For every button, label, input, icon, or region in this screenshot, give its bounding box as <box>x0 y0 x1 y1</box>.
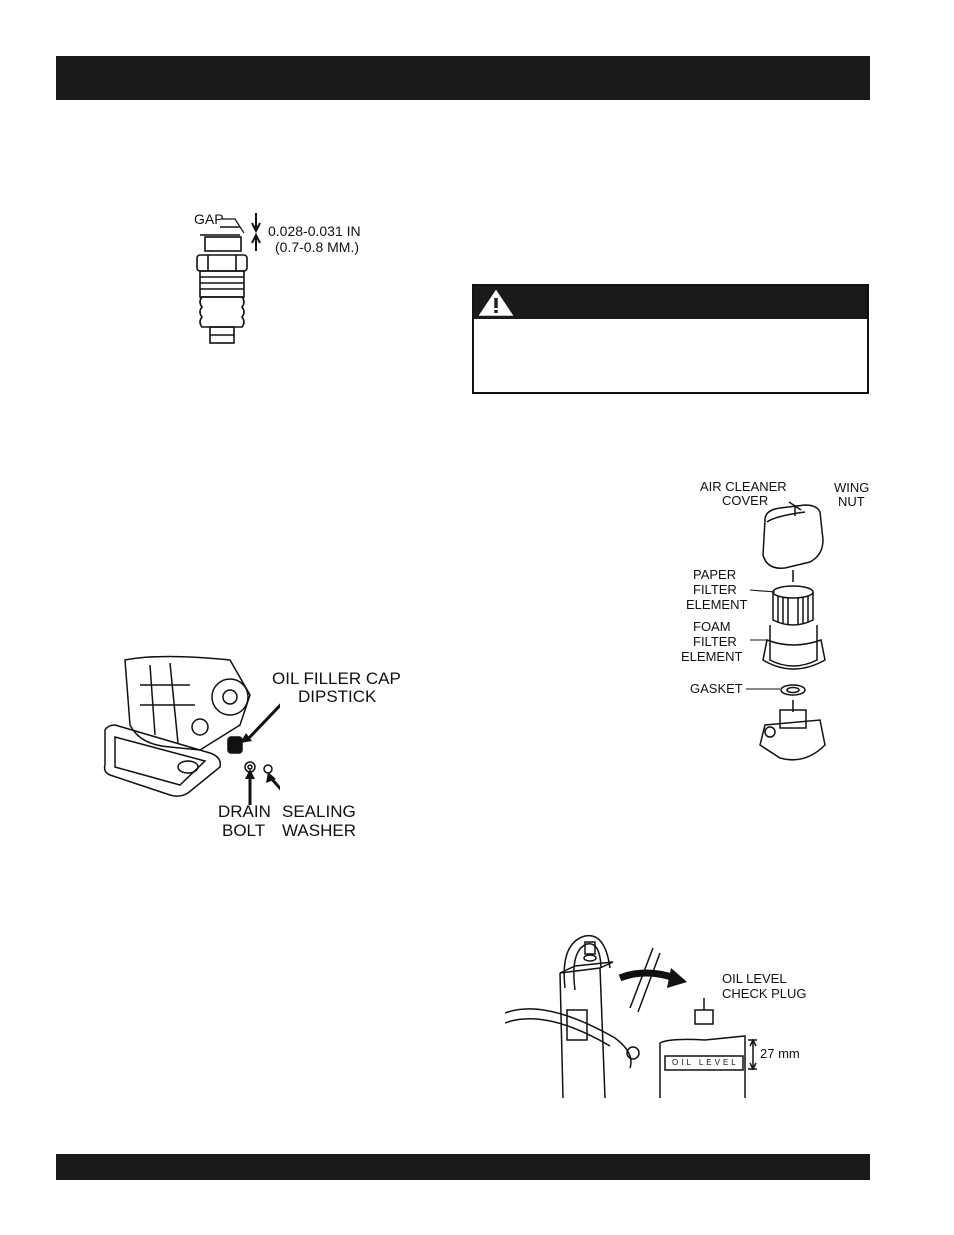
paper-filter-label-2: FILTER <box>693 582 737 597</box>
footer-bar <box>56 1154 870 1180</box>
air-cleaner-cover-label-1: AIR CLEANER <box>700 479 787 494</box>
paper-filter-label-1: PAPER <box>693 567 737 582</box>
wing-nut-label-2: NUT <box>838 494 865 509</box>
air-cleaner-leader-lines <box>740 500 800 700</box>
washer-label: WASHER <box>282 821 356 840</box>
paper-filter-label-3: ELEMENT <box>686 597 748 612</box>
foam-filter-label-1: FOAM <box>693 619 731 634</box>
oil-level-window-label: OIL LEVEL <box>672 1058 739 1067</box>
air-cleaner-cover-label-2: COVER <box>722 493 769 508</box>
sealing-label: SEALING <box>282 802 356 821</box>
oil-depth-label: 27 mm <box>760 1046 800 1061</box>
oil-level-check-plug-label-2: CHECK PLUG <box>722 986 807 1001</box>
gasket-label: GASKET <box>690 681 743 696</box>
foam-filter-label-2: FILTER <box>693 634 737 649</box>
foam-filter-label-3: ELEMENT <box>681 649 743 664</box>
drain-label: DRAIN <box>218 802 271 821</box>
wing-nut-label-1: WING <box>834 480 870 495</box>
oil-level-check-plug-label-1: OIL LEVEL <box>722 971 787 986</box>
header-bar <box>56 56 870 100</box>
engine-oil-drain-illustration <box>100 655 280 815</box>
gap-label: GAP <box>194 211 224 227</box>
oil-filler-cap-label: OIL FILLER CAP <box>272 669 401 688</box>
warning-box <box>472 284 869 394</box>
gap-mm-label: (0.7-0.8 MM.) <box>275 239 360 255</box>
bolt-label: BOLT <box>222 821 266 840</box>
gearbox-oil-level-illustration <box>505 928 810 1098</box>
gap-inch-label: 0.028-0.031 IN <box>268 223 361 239</box>
warning-header <box>474 286 867 319</box>
dipstick-label: DIPSTICK <box>298 687 377 706</box>
warning-triangle-icon <box>478 289 514 317</box>
